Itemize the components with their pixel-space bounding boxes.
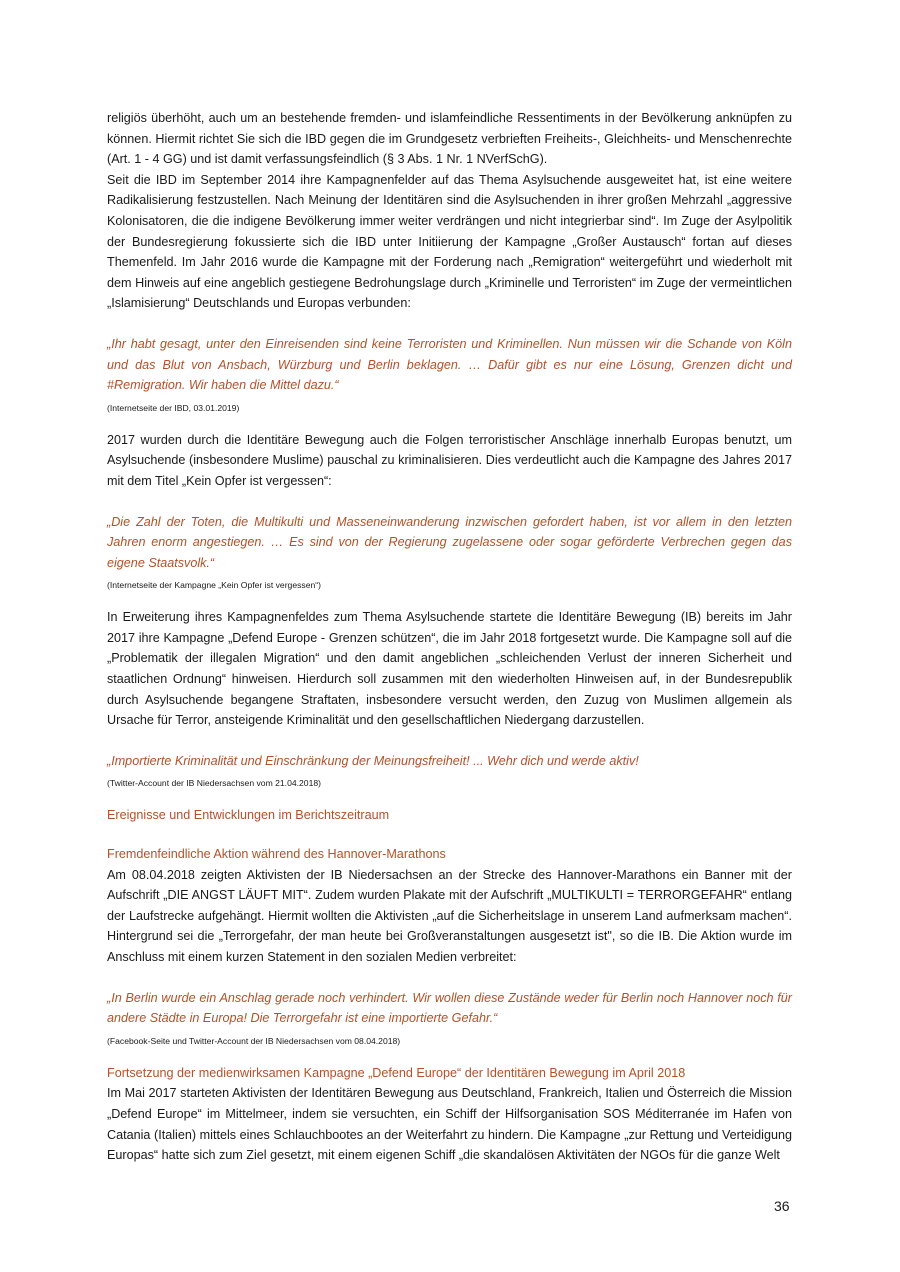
subsection-heading-marathon: Fremdenfeindliche Aktion während des Hannover-Marathons [107,847,446,862]
paragraph-4: In Erweiterung ihres Kampagnenfeldes zum Thema Asylsuchende startete die Identitäre Bewegung (IB) bereits im Jahr 2017 ihre Kampagne „Defend Europe - Grenzen schützen“, die im Jahr 2018 fortgesetzt wurde. Die Kampagne soll auf die „Problematik der illegalen Migration“ und den damit angeblichen „schleichenden Verlust der inneren Sicherheit und staatlichen Ordnung“ hinweisen. Hierdurch soll zusammen mit den wiederholten Hinweisen auf, in der Bundesrepublik durch Asylsuchende begangene Straftaten, insbesondere versucht werden, den Zuzug von Muslimen allgemein als Ursache für Terror, ansteigende Kriminalität und den gesellschaftlichen Niedergang darzustellen. [107,610,792,728]
paragraph-1: religiös überhöht, auch um an bestehende fremden- und islamfeindliche Ressentiments in der Bevölkerung anknüpfen zu können. Hiermit richtet Sie sich die IBD gegen die im Grundgesetz verbrieften Freiheits-, Gleichheits- und Menschenrechte (Art. 1 - 4 GG) und ist damit verfassungsfeindlich (§ 3 Abs. 1 Nr. 1 NVerfSchG). [107,111,792,167]
page-number: 36 [774,1198,790,1214]
paragraph-5: Am 08.04.2018 zeigten Aktivisten der IB Niedersachsen an der Strecke des Hannover-Marathons ein Banner mit der Aufschrift „DIE ANGST LÄUFT MIT“. Zudem wurden Plakate mit der Aufschrift „MULTIKULTI = TERRORGEFAHR“ entlang der Laufstrecke aufgehängt. Hiermit wollten die Aktivisten „auf die Sicherheitslage in unserem Land aufmerksam machen“. Hintergrund sei die „Terrorgefahr, der man heute bei Großveranstaltungen ausgesetzt ist", so die IB. Die Aktion wurde im Anschluss mit einem kurzen Statement in den sozialen Medien verbreitet: [107,867,792,964]
quote-2: „Die Zahl der Toten, die Multikulti und Masseneinwanderung inzwischen gefordert haben, ist vor allem in den letzten Jahren enorm angestiegen. … Es sind von der Regierung zugelassene oder sogar geförderte Verbrechen gegen das eigene Staatsvolk.“ [107,514,792,570]
quote-1: „Ihr habt gesagt, unter den Einreisenden sind keine Terroristen und Kriminellen. Nun müssen wir die Schande von Köln und das Blut von Ansbach, Würzburg und Berlin beklagen. … Dafür gibt es nur eine Lösung, Grenzen dicht und #Remigration. Wir haben die Mittel dazu.“ [107,336,792,393]
quote-4: „In Berlin wurde ein Anschlag gerade noch verhindert. Wir wollen diese Zustände weder für Berlin noch Hannover noch für andere Städte in Europa! Die Terrorgefahr ist eine importierte Gefahr.“ [107,990,792,1026]
subsection-heading-defend-europe: Fortsetzung der medienwirksamen Kampagne „Defend Europe“ der Identitären Bewegung im April 2018 [107,1065,686,1080]
paragraph-2: Seit die IBD im September 2014 ihre Kampagnenfelder auf das Thema Asylsuchende ausgeweitet hat, ist eine weitere Radikalisierung festzustellen. Nach Meinung der Identitären sind die Asylsuchenden in ihrer großen Mehrzahl „aggressive Kolonisatoren, die die indigene Bevölkerung immer weiter verdrängen und nicht integrierbar sind“. Im Zuge der Asylpolitik der Bundesregierung fokussierte sich die IBD unter Initiierung der Kampagne „Großer Austausch“ fortan auf dieses Themenfeld. Im Jahr 2016 wurde die Kampagne mit der Forderung nach „Remigration“ weitergeführt und wiederholt mit dem Hinweis auf eine angeblich gestiegene Bedrohungslage durch „Kriminelle und Terroristen“ im Zuge der vermeintlichen „Islamisierung“ Deutschlands und Europas verbunden: [107,172,792,311]
paragraph-6: Im Mai 2017 starteten Aktivisten der Identitären Bewegung aus Deutschland, Frankreich, Italien und Österreich die Mission „Defend Europe“ im Mittelmeer, indem sie versuchten, ein Schiff der Hilfsorganisation SOS Méditerranée im Hafen von Catania (Italien) mittels eines Schlauchbootes an der Weiterfahrt zu hindern. Die Kampagne „zur Rettung und Verteidigung Europas“ hatte sich zum Ziel gesetzt, mit einem eigenen Schiff „die skandalösen Aktivitäten der NGOs für die ganze Welt [107,1086,792,1163]
quote-3: „Importierte Kriminalität und Einschränkung der Meinungsfreiheit! ... Wehr dich und werde aktiv! [107,753,639,768]
section-heading: Ereignisse und Entwicklungen im Berichtszeitraum [107,808,390,823]
source-4: (Facebook-Seite und Twitter-Account der IB Niedersachsen vom 08.04.2018) [107,1035,401,1046]
source-2: (Internetseite der Kampagne „Kein Opfer ist vergessen“) [107,580,321,591]
paragraph-3: 2017 wurden durch die Identitäre Bewegung auch die Folgen terroristischer Anschläge innerhalb Europas benutzt, um Asylsuchende (insbesondere Muslime) pauschal zu kriminalisieren. Dies verdeutlicht auch die Kampagne des Jahres 2017 mit dem Titel „Kein Opfer ist vergessen“: [107,432,792,488]
source-1: (Internetseite der IBD, 03.01.2019) [107,402,240,413]
document-page [107,108,792,1166]
source-3: (Twitter-Account der IB Niedersachsen vom 21.04.2018) [107,778,321,789]
